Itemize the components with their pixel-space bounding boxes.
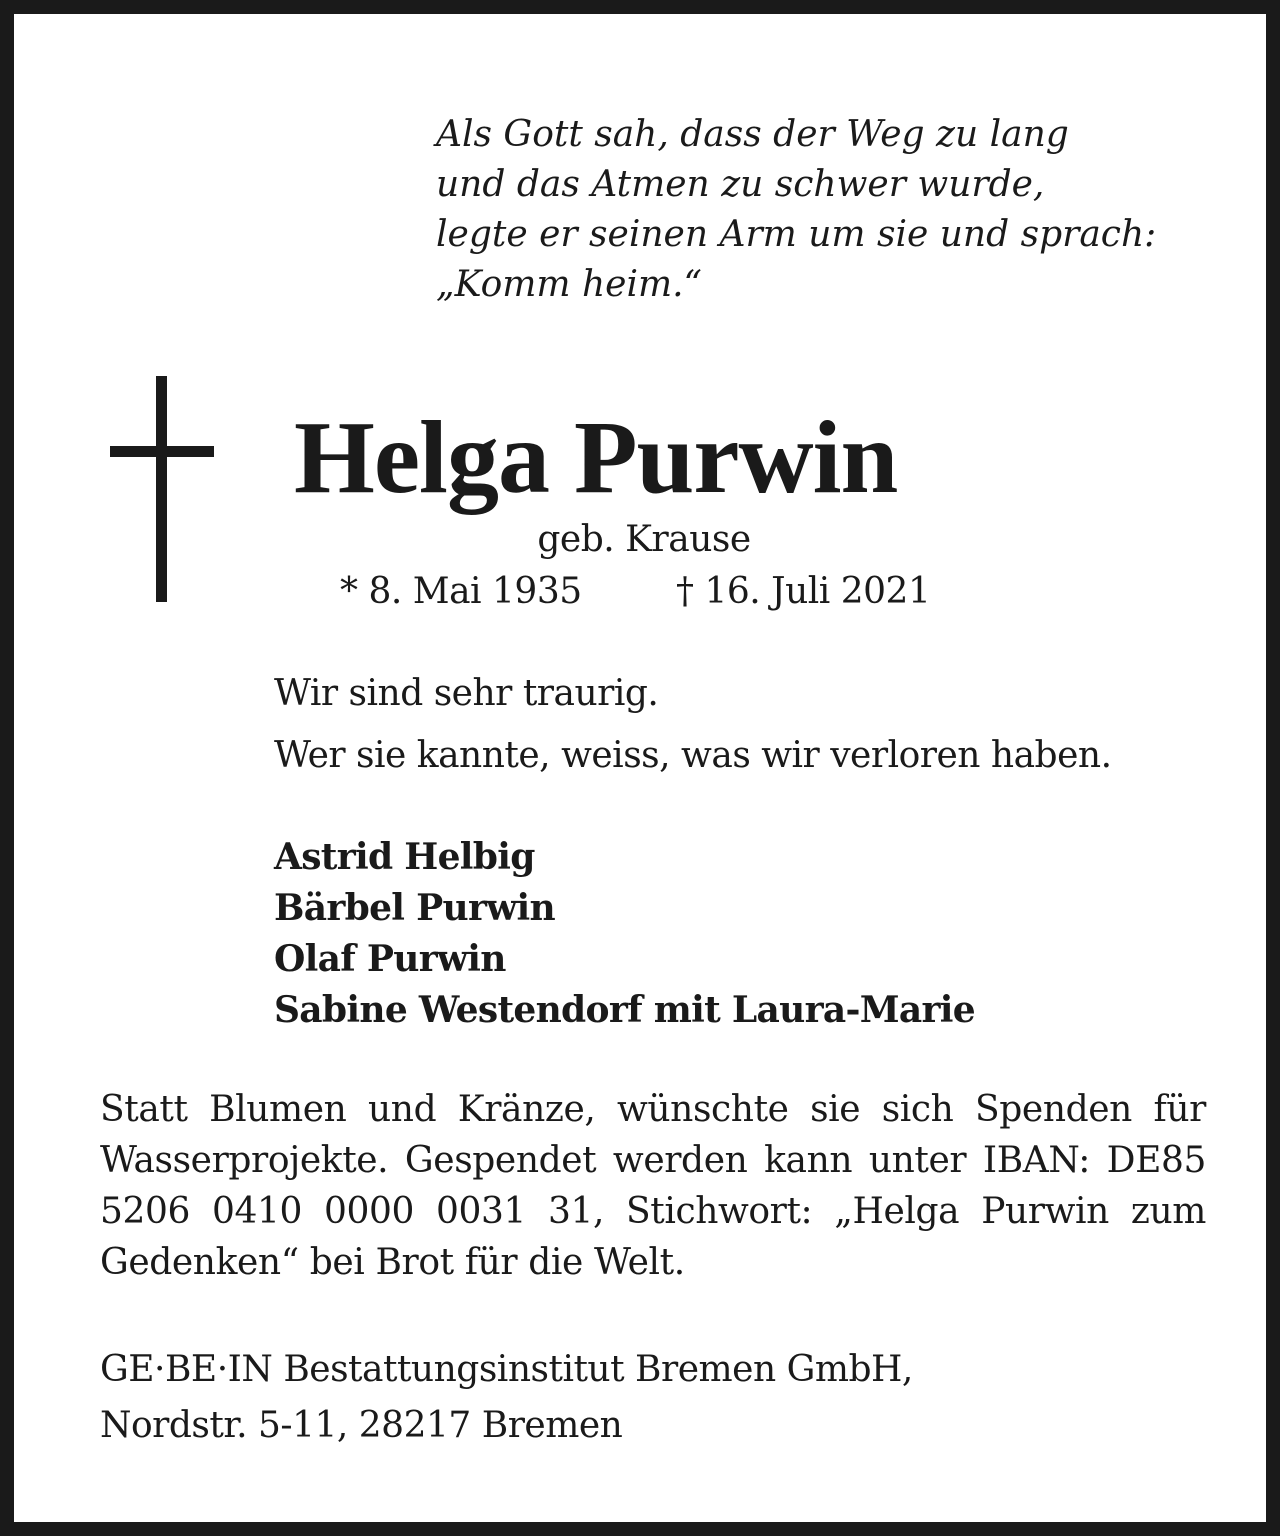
mourners-list bbox=[274, 832, 975, 1036]
funeral-home-name: GE·BE·IN Bestattungsinstitut Bremen GmbH, bbox=[100, 1349, 913, 1390]
mourner-name: Olaf Purwin bbox=[274, 938, 506, 980]
cross-horizontal-bar bbox=[110, 446, 214, 457]
maiden-name: geb. Krause bbox=[537, 519, 751, 560]
grief-message-second: Wer sie kannte, weiss, was wir verloren haben. bbox=[274, 735, 1112, 776]
mourner-name: Sabine Westendorf mit Laura-Marie bbox=[274, 989, 975, 1031]
birth-date: * 8. Mai 1935 bbox=[340, 571, 582, 612]
funeral-home-address: Nordstr. 5-11, 28217 Bremen bbox=[100, 1405, 623, 1446]
mourner-name: Astrid Helbig bbox=[274, 836, 535, 878]
donation-request: Statt Blumen und Kränze, wünschte sie sich Spenden für Wasserprojekte. Gespendet werden kann unter IBAN: DE85 5206 0410 0000 0031 31, Stichwort: „Helga Purwin zum Gedenken“ bei Brot für die Welt. bbox=[100, 1089, 1206, 1283]
poem-line: „Komm heim.“ bbox=[436, 264, 702, 305]
poem-line: legte er seinen Arm um sie und sprach: bbox=[436, 214, 1157, 255]
poem-line: Als Gott sah, dass der Weg zu lang bbox=[436, 114, 1069, 155]
cross-vertical-bar bbox=[156, 376, 167, 602]
deceased-name: Helga Purwin bbox=[294, 400, 898, 515]
grief-message: Wir sind sehr traurig. bbox=[274, 673, 659, 714]
poem-line: und das Atmen zu schwer wurde, bbox=[436, 164, 1045, 205]
poem-quote bbox=[436, 110, 1236, 310]
cross-icon bbox=[110, 376, 214, 602]
mourner-name: Bärbel Purwin bbox=[274, 887, 555, 929]
death-date: † 16. Juli 2021 bbox=[676, 571, 931, 612]
